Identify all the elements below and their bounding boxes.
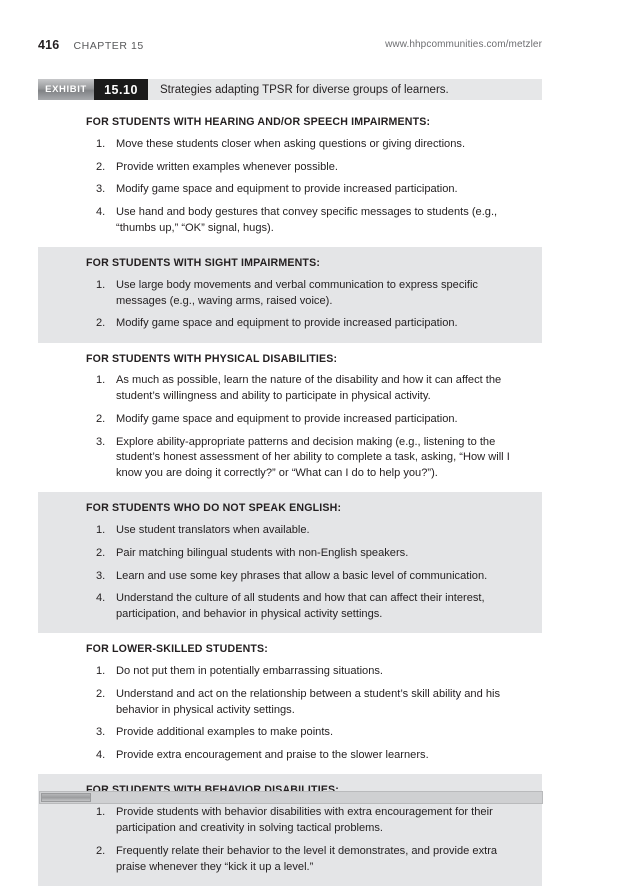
list-item-text: Learn and use some key phrases that allow a basic level of communication. <box>116 569 488 582</box>
list-item-number: 2. <box>96 844 106 857</box>
list-item-number: 1. <box>96 278 106 291</box>
list-item <box>38 745 542 768</box>
exhibit-section <box>38 343 542 493</box>
list-item <box>38 683 542 722</box>
section-item-list <box>38 133 542 240</box>
exhibit-section <box>38 492 542 633</box>
list-item-number: 3. <box>96 435 106 448</box>
list-item <box>38 520 542 543</box>
section-title: FOR STUDENTS WHO DO NOT SPEAK ENGLISH: <box>86 502 342 515</box>
list-item-number: 4. <box>96 206 106 219</box>
list-item-number: 3. <box>96 569 106 582</box>
section-item-list <box>38 520 542 627</box>
list-item-text: Provide students with behavior disabilities with extra encouragement for their participation and creativity in solving tactical problems. <box>116 806 493 835</box>
list-item <box>38 840 542 879</box>
list-item-text: Modify game space and equipment to provide increased participation. <box>116 183 458 196</box>
list-item <box>38 661 542 684</box>
list-item <box>38 408 542 431</box>
list-item-text: Provide extra encouragement and praise to the slower learners. <box>116 749 429 762</box>
list-item-number: 2. <box>96 546 106 559</box>
section-title: FOR STUDENTS WITH HEARING AND/OR SPEECH IMPAIRMENTS: <box>86 116 431 128</box>
list-item <box>38 274 542 313</box>
list-item <box>38 431 542 485</box>
section-title: FOR STUDENTS WITH PHYSICAL DISABILITIES: <box>86 352 338 365</box>
list-item <box>38 202 542 241</box>
list-item-number: 2. <box>96 160 106 173</box>
list-item-number: 4. <box>96 592 106 605</box>
exhibit-tag-label: EXHIBIT <box>45 84 87 95</box>
list-item <box>38 133 542 156</box>
list-item-text: Understand and act on the relationship between a student’s skill ability and his behavior in physical activity settings. <box>116 687 501 716</box>
page-number: 416 <box>38 38 60 52</box>
exhibit-number-block <box>94 79 148 100</box>
list-item-text: Modify game space and equipment to provide increased participation. <box>116 412 458 425</box>
list-item-text: Explore ability-appropriate patterns and decision making (e.g., listening to the student’s honest assessment of her ability to complete a task, asking, “How will I know you are doing it correctly?” or “What can I do to help you?”). <box>116 435 510 480</box>
exhibit-tag <box>38 79 94 100</box>
list-item-text: Pair matching bilingual students with non-English speakers. <box>116 546 409 559</box>
scrollbar-thumb[interactable] <box>41 793 91 802</box>
list-item-number: 1. <box>96 137 106 150</box>
running-head-left <box>38 38 144 52</box>
exhibit-caption-bar <box>38 79 542 100</box>
horizontal-scrollbar[interactable] <box>39 791 543 804</box>
list-item <box>38 565 542 588</box>
list-item-text: Provide additional examples to make points. <box>116 726 334 739</box>
list-item-text: Use hand and body gestures that convey specific messages to students (e.g., “thumbs up,” “OK” signal, hugs). <box>116 206 498 234</box>
list-item-text: Use student translators when available. <box>116 524 310 537</box>
list-item <box>38 802 542 841</box>
list-item <box>38 542 542 565</box>
list-item-number: 4. <box>96 749 106 762</box>
list-item <box>38 179 542 202</box>
list-item-text: Modify game space and equipment to provide increased participation. <box>116 317 458 330</box>
list-item-number: 3. <box>96 183 106 196</box>
list-item <box>38 722 542 745</box>
list-item-number: 1. <box>96 374 106 387</box>
list-item-number: 2. <box>96 412 106 425</box>
list-item <box>38 588 542 627</box>
section-title: FOR LOWER-SKILLED STUDENTS: <box>86 643 268 656</box>
list-item-number: 2. <box>96 687 106 700</box>
list-item-number: 2. <box>96 317 106 330</box>
list-item-text: Move these students closer when asking questions or giving directions. <box>116 137 466 150</box>
exhibit-body <box>38 106 542 886</box>
exhibit-number: 15.10 <box>104 82 138 97</box>
list-item-text: Use large body movements and verbal communication to express specific messages (e.g., waving arms, raised voice). <box>116 278 478 307</box>
list-item-text: As much as possible, learn the nature of the disability and how it can affect the student’s willingness and ability to participate in physical activity. <box>116 374 502 403</box>
section-title: FOR STUDENTS WITH SIGHT IMPAIRMENTS: <box>86 257 321 270</box>
exhibit-section <box>38 633 542 774</box>
list-item-number: 3. <box>96 726 106 739</box>
list-item-number: 1. <box>96 524 106 537</box>
publisher-url: www.hhpcommunities.com/metzler <box>385 39 542 50</box>
exhibit-section <box>38 247 542 343</box>
exhibit-caption-text: Strategies adapting TPSR for diverse groups of learners. <box>160 83 449 96</box>
section-item-list <box>38 661 542 768</box>
chapter-label: CHAPTER 15 <box>73 40 144 52</box>
section-item-list <box>38 274 542 335</box>
list-item-text: Frequently relate their behavior to the level it demonstrates, and provide extra praise whenever they “kick it up a level.” <box>116 844 498 873</box>
list-item <box>38 370 542 409</box>
list-item-number: 1. <box>96 806 106 819</box>
list-item-text: Understand the culture of all students and how that can affect their interest, participation, and behavior in physical activity settings. <box>116 592 485 621</box>
section-item-list <box>38 802 542 879</box>
list-item <box>38 156 542 179</box>
section-item-list <box>38 370 542 486</box>
list-item <box>38 313 542 336</box>
running-head <box>38 38 542 54</box>
exhibit-section <box>38 106 542 247</box>
list-item-text: Do not put them in potentially embarrassing situations. <box>116 665 384 678</box>
list-item-text: Provide written examples whenever possible. <box>116 160 338 173</box>
list-item-number: 1. <box>96 665 106 678</box>
